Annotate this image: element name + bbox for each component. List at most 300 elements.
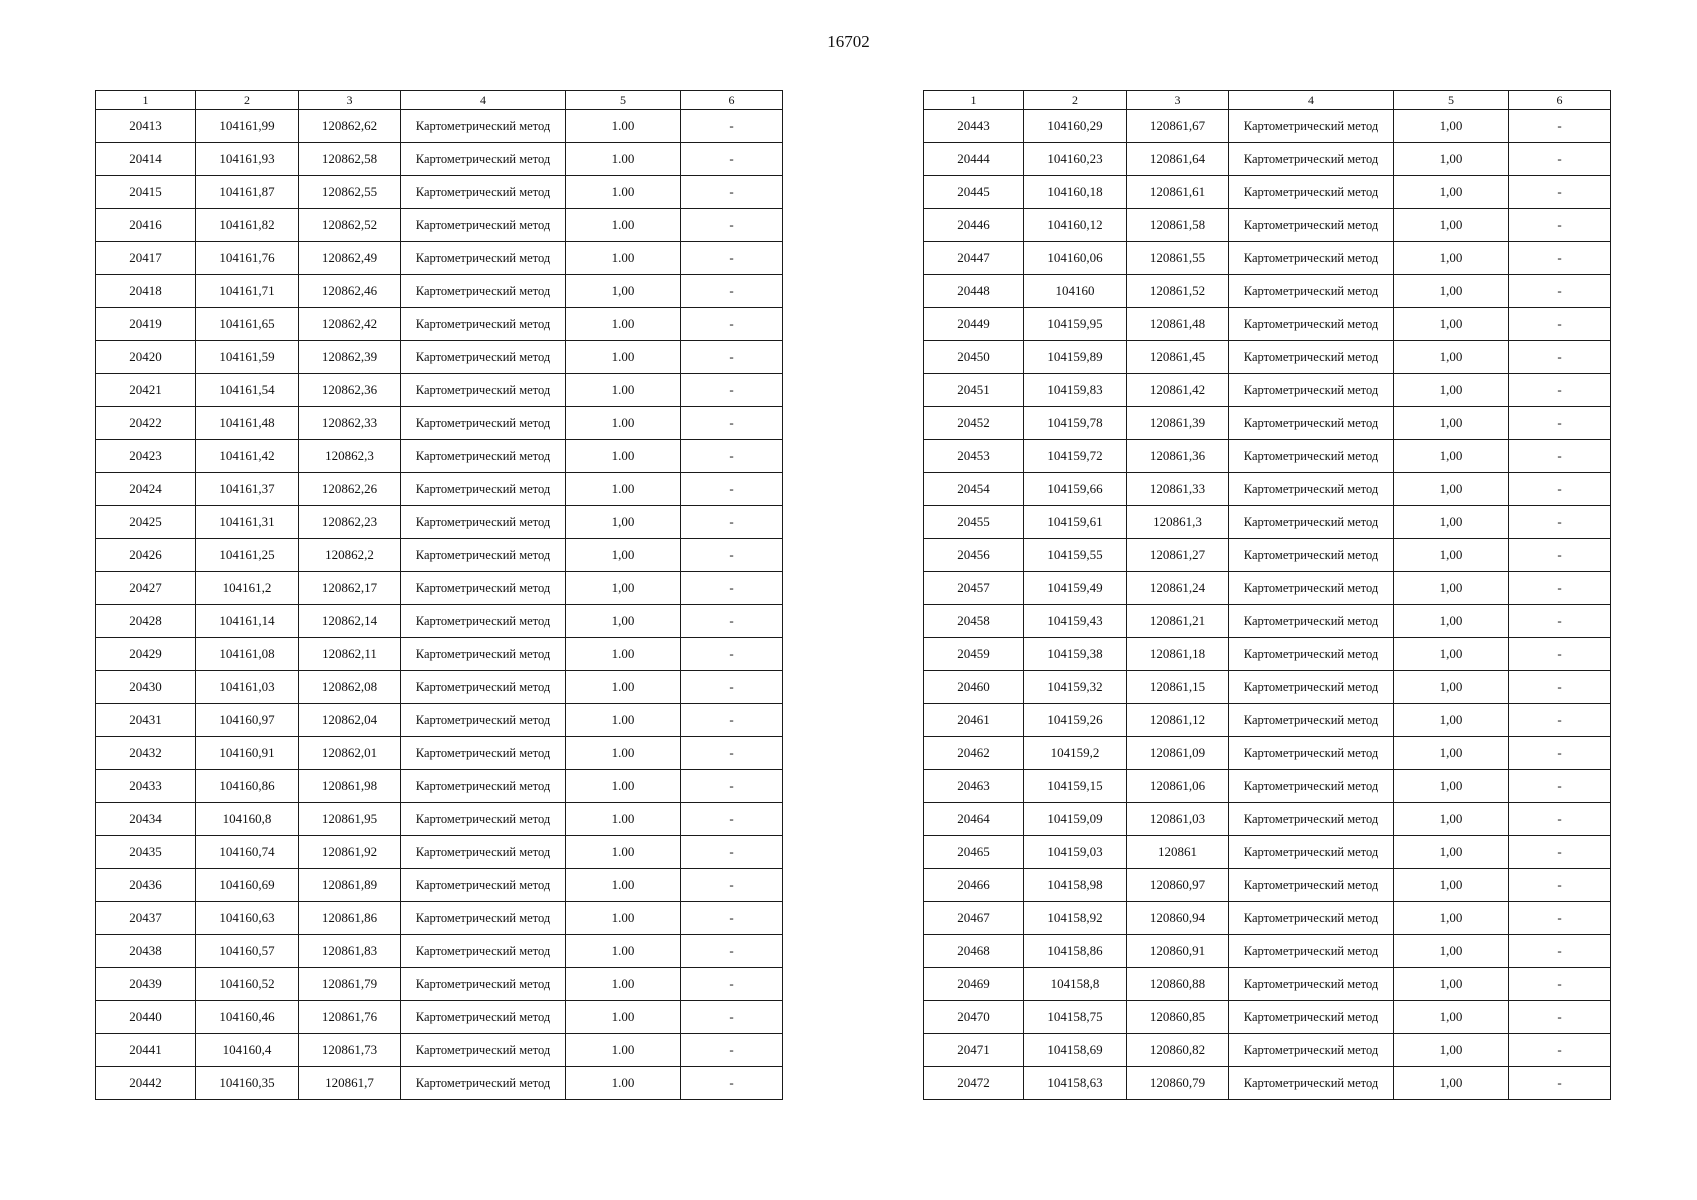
method-cell: Картометрический метод	[401, 473, 566, 506]
table-row	[96, 209, 783, 242]
x-coordinate-cell: 104161,99	[196, 110, 299, 143]
table-row	[96, 308, 783, 341]
description-cell: -	[681, 143, 783, 176]
page-number: 16702	[827, 32, 870, 51]
description-cell: -	[1509, 671, 1611, 704]
table-row	[924, 1067, 1611, 1100]
description-cell: -	[1509, 935, 1611, 968]
x-coordinate-cell: 104159,61	[1024, 506, 1127, 539]
method-cell: Картометрический метод	[401, 935, 566, 968]
column-header: 2	[1024, 91, 1127, 110]
accuracy-cell: 1.00	[566, 242, 681, 275]
method-cell: Картометрический метод	[401, 803, 566, 836]
y-coordinate-cell: 120861,03	[1127, 803, 1229, 836]
accuracy-cell: 1,00	[1394, 737, 1509, 770]
description-cell: -	[681, 341, 783, 374]
table-row	[96, 176, 783, 209]
method-cell: Картометрический метод	[401, 1067, 566, 1100]
method-cell: Картометрический метод	[1229, 242, 1394, 275]
column-header: 3	[1127, 91, 1229, 110]
description-cell: -	[681, 1034, 783, 1067]
table-row	[96, 935, 783, 968]
x-coordinate-cell: 104161,65	[196, 308, 299, 341]
point-number-cell: 20457	[924, 572, 1024, 605]
y-coordinate-cell: 120860,79	[1127, 1067, 1229, 1100]
method-cell: Картометрический метод	[1229, 836, 1394, 869]
point-number-cell: 20422	[96, 407, 196, 440]
y-coordinate-cell: 120862,11	[299, 638, 401, 671]
accuracy-cell: 1,00	[1394, 308, 1509, 341]
y-coordinate-cell: 120861,7	[299, 1067, 401, 1100]
method-cell: Картометрический метод	[401, 209, 566, 242]
point-number-cell: 20430	[96, 671, 196, 704]
method-cell: Картометрический метод	[401, 539, 566, 572]
y-coordinate-cell: 120861,67	[1127, 110, 1229, 143]
method-cell: Картометрический метод	[1229, 374, 1394, 407]
point-number-cell: 20466	[924, 869, 1024, 902]
table-row	[96, 506, 783, 539]
method-cell: Картометрический метод	[401, 506, 566, 539]
table-row	[96, 374, 783, 407]
table-row	[924, 935, 1611, 968]
x-coordinate-cell: 104161,03	[196, 671, 299, 704]
y-coordinate-cell: 120862,26	[299, 473, 401, 506]
x-coordinate-cell: 104160,46	[196, 1001, 299, 1034]
y-coordinate-cell: 120862,62	[299, 110, 401, 143]
description-cell: -	[1509, 770, 1611, 803]
table-row	[96, 1034, 783, 1067]
x-coordinate-cell: 104160,4	[196, 1034, 299, 1067]
accuracy-cell: 1,00	[1394, 407, 1509, 440]
y-coordinate-cell: 120860,82	[1127, 1034, 1229, 1067]
method-cell: Картометрический метод	[401, 671, 566, 704]
table-row	[924, 836, 1611, 869]
x-coordinate-cell: 104161,31	[196, 506, 299, 539]
accuracy-cell: 1,00	[1394, 110, 1509, 143]
accuracy-cell: 1.00	[566, 308, 681, 341]
method-cell: Картометрический метод	[401, 869, 566, 902]
accuracy-cell: 1.00	[566, 1001, 681, 1034]
y-coordinate-cell: 120861,06	[1127, 770, 1229, 803]
method-cell: Картометрический метод	[1229, 968, 1394, 1001]
y-coordinate-cell: 120861,45	[1127, 341, 1229, 374]
accuracy-cell: 1.00	[566, 341, 681, 374]
y-coordinate-cell: 120862,33	[299, 407, 401, 440]
accuracy-cell: 1,00	[1394, 176, 1509, 209]
x-coordinate-cell: 104161,37	[196, 473, 299, 506]
x-coordinate-cell: 104158,92	[1024, 902, 1127, 935]
point-number-cell: 20433	[96, 770, 196, 803]
point-number-cell: 20428	[96, 605, 196, 638]
point-number-cell: 20471	[924, 1034, 1024, 1067]
table-row	[924, 176, 1611, 209]
method-cell: Картометрический метод	[1229, 143, 1394, 176]
method-cell: Картометрический метод	[1229, 209, 1394, 242]
point-number-cell: 20462	[924, 737, 1024, 770]
x-coordinate-cell: 104161,76	[196, 242, 299, 275]
accuracy-cell: 1,00	[1394, 869, 1509, 902]
y-coordinate-cell: 120861,55	[1127, 242, 1229, 275]
description-cell: -	[681, 473, 783, 506]
method-cell: Картометрический метод	[1229, 935, 1394, 968]
y-coordinate-cell: 120862,52	[299, 209, 401, 242]
table-row	[924, 803, 1611, 836]
point-number-cell: 20441	[96, 1034, 196, 1067]
point-number-cell: 20442	[96, 1067, 196, 1100]
y-coordinate-cell: 120861,98	[299, 770, 401, 803]
accuracy-cell: 1.00	[566, 638, 681, 671]
description-cell: -	[1509, 572, 1611, 605]
point-number-cell: 20444	[924, 143, 1024, 176]
accuracy-cell: 1,00	[1394, 803, 1509, 836]
point-number-cell: 20451	[924, 374, 1024, 407]
description-cell: -	[1509, 440, 1611, 473]
y-coordinate-cell: 120860,91	[1127, 935, 1229, 968]
y-coordinate-cell: 120860,88	[1127, 968, 1229, 1001]
x-coordinate-cell: 104160,91	[196, 737, 299, 770]
description-cell: -	[681, 704, 783, 737]
accuracy-cell: 1,00	[1394, 539, 1509, 572]
method-cell: Картометрический метод	[1229, 902, 1394, 935]
x-coordinate-cell: 104161,59	[196, 341, 299, 374]
y-coordinate-cell: 120861	[1127, 836, 1229, 869]
y-coordinate-cell: 120862,01	[299, 737, 401, 770]
point-number-cell: 20420	[96, 341, 196, 374]
column-header: 4	[401, 91, 566, 110]
method-cell: Картометрический метод	[401, 704, 566, 737]
accuracy-cell: 1.00	[566, 704, 681, 737]
table-row	[924, 638, 1611, 671]
point-number-cell: 20437	[96, 902, 196, 935]
point-number-cell: 20463	[924, 770, 1024, 803]
x-coordinate-cell: 104160,35	[196, 1067, 299, 1100]
accuracy-cell: 1.00	[566, 902, 681, 935]
method-cell: Картометрический метод	[1229, 605, 1394, 638]
x-coordinate-cell: 104161,82	[196, 209, 299, 242]
y-coordinate-cell: 120861,39	[1127, 407, 1229, 440]
description-cell: -	[1509, 968, 1611, 1001]
accuracy-cell: 1,00	[1394, 836, 1509, 869]
accuracy-cell: 1.00	[566, 1067, 681, 1100]
table-row	[96, 1001, 783, 1034]
method-cell: Картометрический метод	[401, 110, 566, 143]
table-row	[924, 704, 1611, 737]
description-cell: -	[1509, 209, 1611, 242]
description-cell: -	[681, 506, 783, 539]
point-number-cell: 20435	[96, 836, 196, 869]
y-coordinate-cell: 120862,17	[299, 572, 401, 605]
point-number-cell: 20456	[924, 539, 1024, 572]
table-row	[924, 1001, 1611, 1034]
x-coordinate-cell: 104161,93	[196, 143, 299, 176]
y-coordinate-cell: 120862,23	[299, 506, 401, 539]
point-number-cell: 20455	[924, 506, 1024, 539]
y-coordinate-cell: 120860,97	[1127, 869, 1229, 902]
description-cell: -	[681, 638, 783, 671]
method-cell: Картометрический метод	[401, 176, 566, 209]
point-number-cell: 20458	[924, 605, 1024, 638]
description-cell: -	[681, 275, 783, 308]
point-number-cell: 20454	[924, 473, 1024, 506]
x-coordinate-cell: 104160,63	[196, 902, 299, 935]
x-coordinate-cell: 104158,63	[1024, 1067, 1127, 1100]
column-header: 1	[924, 91, 1024, 110]
table-row	[924, 1034, 1611, 1067]
method-cell: Картометрический метод	[1229, 1034, 1394, 1067]
x-coordinate-cell: 104159,83	[1024, 374, 1127, 407]
table-row	[96, 110, 783, 143]
accuracy-cell: 1,00	[1394, 638, 1509, 671]
table-row	[96, 143, 783, 176]
accuracy-cell: 1,00	[566, 539, 681, 572]
description-cell: -	[681, 803, 783, 836]
method-cell: Картометрический метод	[401, 737, 566, 770]
table-row	[924, 110, 1611, 143]
point-number-cell: 20429	[96, 638, 196, 671]
method-cell: Картометрический метод	[401, 902, 566, 935]
x-coordinate-cell: 104161,87	[196, 176, 299, 209]
point-number-cell: 20432	[96, 737, 196, 770]
table-row	[96, 572, 783, 605]
description-cell: -	[1509, 110, 1611, 143]
description-cell: -	[1509, 902, 1611, 935]
table-row	[924, 209, 1611, 242]
point-number-cell: 20416	[96, 209, 196, 242]
table-row	[96, 473, 783, 506]
table-row	[924, 506, 1611, 539]
point-number-cell: 20472	[924, 1067, 1024, 1100]
description-cell: -	[681, 110, 783, 143]
description-cell: -	[1509, 803, 1611, 836]
method-cell: Картометрический метод	[1229, 737, 1394, 770]
table-row	[96, 1067, 783, 1100]
method-cell: Картометрический метод	[1229, 110, 1394, 143]
description-cell: -	[1509, 407, 1611, 440]
accuracy-cell: 1.00	[566, 143, 681, 176]
x-coordinate-cell: 104158,8	[1024, 968, 1127, 1001]
description-cell: -	[681, 737, 783, 770]
description-cell: -	[681, 440, 783, 473]
x-coordinate-cell: 104159,49	[1024, 572, 1127, 605]
description-cell: -	[1509, 1001, 1611, 1034]
accuracy-cell: 1,00	[1394, 209, 1509, 242]
accuracy-cell: 1,00	[1394, 143, 1509, 176]
description-cell: -	[681, 968, 783, 1001]
accuracy-cell: 1.00	[566, 671, 681, 704]
accuracy-cell: 1,00	[1394, 242, 1509, 275]
coordinates-table-right	[923, 90, 1611, 1100]
accuracy-cell: 1.00	[566, 407, 681, 440]
x-coordinate-cell: 104161,14	[196, 605, 299, 638]
y-coordinate-cell: 120862,55	[299, 176, 401, 209]
point-number-cell: 20436	[96, 869, 196, 902]
y-coordinate-cell: 120862,04	[299, 704, 401, 737]
description-cell: -	[681, 902, 783, 935]
x-coordinate-cell: 104161,25	[196, 539, 299, 572]
point-number-cell: 20419	[96, 308, 196, 341]
point-number-cell: 20468	[924, 935, 1024, 968]
x-coordinate-cell: 104159,89	[1024, 341, 1127, 374]
description-cell: -	[1509, 638, 1611, 671]
y-coordinate-cell: 120861,09	[1127, 737, 1229, 770]
y-coordinate-cell: 120862,2	[299, 539, 401, 572]
point-number-cell: 20449	[924, 308, 1024, 341]
method-cell: Картометрический метод	[401, 638, 566, 671]
method-cell: Картометрический метод	[401, 374, 566, 407]
description-cell: -	[1509, 143, 1611, 176]
table-row	[924, 968, 1611, 1001]
table-row	[924, 539, 1611, 572]
accuracy-cell: 1,00	[566, 275, 681, 308]
description-cell: -	[1509, 704, 1611, 737]
coordinates-table-left	[95, 90, 783, 1100]
x-coordinate-cell: 104159,78	[1024, 407, 1127, 440]
description-cell: -	[1509, 836, 1611, 869]
method-cell: Картометрический метод	[1229, 308, 1394, 341]
x-coordinate-cell: 104158,75	[1024, 1001, 1127, 1034]
x-coordinate-cell: 104160,74	[196, 836, 299, 869]
description-cell: -	[681, 671, 783, 704]
accuracy-cell: 1.00	[566, 1034, 681, 1067]
description-cell: -	[1509, 1067, 1611, 1100]
table-row	[96, 803, 783, 836]
table-row	[96, 836, 783, 869]
method-cell: Картометрический метод	[401, 440, 566, 473]
y-coordinate-cell: 120861,58	[1127, 209, 1229, 242]
point-number-cell: 20452	[924, 407, 1024, 440]
method-cell: Картометрический метод	[401, 836, 566, 869]
description-cell: -	[681, 1001, 783, 1034]
x-coordinate-cell: 104161,71	[196, 275, 299, 308]
point-number-cell: 20446	[924, 209, 1024, 242]
y-coordinate-cell: 120862,42	[299, 308, 401, 341]
method-cell: Картометрический метод	[1229, 1001, 1394, 1034]
method-cell: Картометрический метод	[1229, 671, 1394, 704]
x-coordinate-cell: 104159,32	[1024, 671, 1127, 704]
description-cell: -	[1509, 506, 1611, 539]
point-number-cell: 20425	[96, 506, 196, 539]
table-row	[924, 341, 1611, 374]
y-coordinate-cell: 120860,85	[1127, 1001, 1229, 1034]
description-cell: -	[681, 374, 783, 407]
point-number-cell: 20464	[924, 803, 1024, 836]
x-coordinate-cell: 104159,15	[1024, 770, 1127, 803]
point-number-cell: 20413	[96, 110, 196, 143]
table-row	[96, 407, 783, 440]
point-number-cell: 20427	[96, 572, 196, 605]
method-cell: Картометрический метод	[401, 1034, 566, 1067]
point-number-cell: 20459	[924, 638, 1024, 671]
y-coordinate-cell: 120861,15	[1127, 671, 1229, 704]
description-cell: -	[681, 209, 783, 242]
method-cell: Картометрический метод	[1229, 638, 1394, 671]
method-cell: Картометрический метод	[1229, 770, 1394, 803]
description-cell: -	[681, 407, 783, 440]
description-cell: -	[1509, 176, 1611, 209]
x-coordinate-cell: 104160,23	[1024, 143, 1127, 176]
x-coordinate-cell: 104158,98	[1024, 869, 1127, 902]
x-coordinate-cell: 104160,06	[1024, 242, 1127, 275]
y-coordinate-cell: 120862,39	[299, 341, 401, 374]
description-cell: -	[1509, 374, 1611, 407]
description-cell: -	[1509, 242, 1611, 275]
y-coordinate-cell: 120861,79	[299, 968, 401, 1001]
point-number-cell: 20460	[924, 671, 1024, 704]
accuracy-cell: 1.00	[566, 770, 681, 803]
y-coordinate-cell: 120861,36	[1127, 440, 1229, 473]
accuracy-cell: 1,00	[1394, 605, 1509, 638]
y-coordinate-cell: 120861,3	[1127, 506, 1229, 539]
point-number-cell: 20448	[924, 275, 1024, 308]
y-coordinate-cell: 120861,24	[1127, 572, 1229, 605]
description-cell: -	[681, 572, 783, 605]
accuracy-cell: 1.00	[566, 803, 681, 836]
accuracy-cell: 1,00	[1394, 374, 1509, 407]
x-coordinate-cell: 104158,86	[1024, 935, 1127, 968]
x-coordinate-cell: 104159,2	[1024, 737, 1127, 770]
y-coordinate-cell: 120862,3	[299, 440, 401, 473]
y-coordinate-cell: 120861,18	[1127, 638, 1229, 671]
accuracy-cell: 1,00	[1394, 572, 1509, 605]
x-coordinate-cell: 104160,97	[196, 704, 299, 737]
description-cell: -	[1509, 737, 1611, 770]
description-cell: -	[681, 308, 783, 341]
accuracy-cell: 1,00	[1394, 473, 1509, 506]
table-row	[96, 869, 783, 902]
table-header-row	[924, 91, 1611, 110]
accuracy-cell: 1.00	[566, 209, 681, 242]
y-coordinate-cell: 120861,92	[299, 836, 401, 869]
description-cell: -	[681, 836, 783, 869]
y-coordinate-cell: 120861,95	[299, 803, 401, 836]
accuracy-cell: 1,00	[1394, 671, 1509, 704]
column-header: 5	[566, 91, 681, 110]
table-row	[924, 440, 1611, 473]
column-header: 6	[1509, 91, 1611, 110]
table-row	[924, 737, 1611, 770]
y-coordinate-cell: 120861,21	[1127, 605, 1229, 638]
method-cell: Картометрический метод	[401, 407, 566, 440]
table-row	[924, 242, 1611, 275]
description-cell: -	[1509, 308, 1611, 341]
point-number-cell: 20423	[96, 440, 196, 473]
x-coordinate-cell: 104159,95	[1024, 308, 1127, 341]
method-cell: Картометрический метод	[401, 341, 566, 374]
accuracy-cell: 1.00	[566, 473, 681, 506]
description-cell: -	[1509, 473, 1611, 506]
accuracy-cell: 1,00	[1394, 770, 1509, 803]
description-cell: -	[1509, 869, 1611, 902]
x-coordinate-cell: 104160,86	[196, 770, 299, 803]
x-coordinate-cell: 104159,26	[1024, 704, 1127, 737]
description-cell: -	[681, 242, 783, 275]
description-cell: -	[1509, 605, 1611, 638]
accuracy-cell: 1.00	[566, 836, 681, 869]
description-cell: -	[1509, 275, 1611, 308]
method-cell: Картометрический метод	[1229, 440, 1394, 473]
description-cell: -	[681, 605, 783, 638]
accuracy-cell: 1,00	[1394, 968, 1509, 1001]
table-row	[924, 671, 1611, 704]
description-cell: -	[681, 176, 783, 209]
x-coordinate-cell: 104161,54	[196, 374, 299, 407]
accuracy-cell: 1.00	[566, 869, 681, 902]
table-row	[96, 341, 783, 374]
x-coordinate-cell: 104161,08	[196, 638, 299, 671]
description-cell: -	[681, 935, 783, 968]
y-coordinate-cell: 120862,49	[299, 242, 401, 275]
column-header: 1	[96, 91, 196, 110]
